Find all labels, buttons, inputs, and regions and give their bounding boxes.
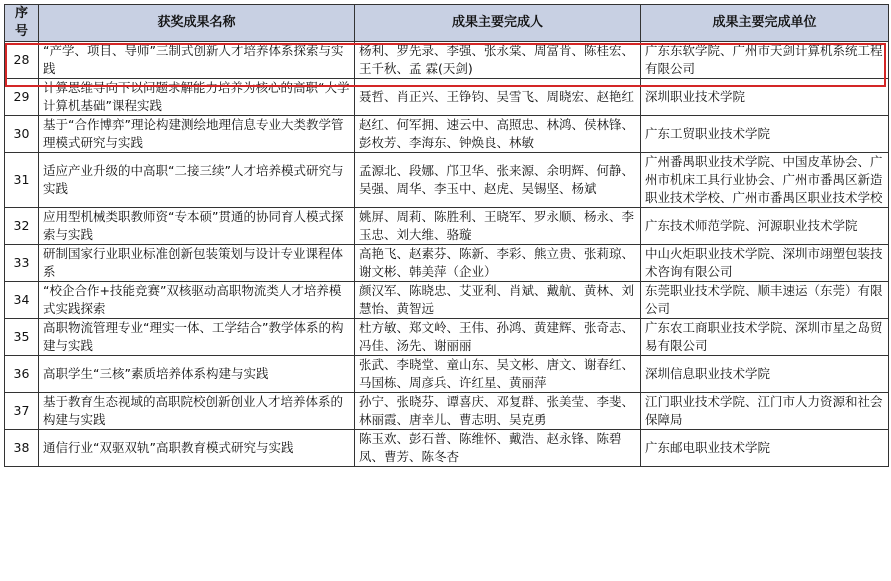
table-row (5, 79, 889, 116)
row-units: 中山火炬职业技术学院、深圳市翊塑包装技术咨询有限公司 (641, 245, 889, 282)
row-serial: 33 (5, 245, 39, 282)
row-serial: 28 (5, 42, 39, 79)
row-achievement-name: 高职学生“三核”素质培养体系构建与实践 (39, 356, 355, 393)
row-contributors: 赵红、何军拥、速云中、高照忠、林鸿、侯林锋、彭枚芳、李海东、钟焕良、林敏 (355, 116, 641, 153)
row-achievement-name: 通信行业“双驱双轨”高职教育模式研究与实践 (39, 430, 355, 467)
row-units: 广东东软学院、广州市天剑计算机系统工程有限公司 (641, 42, 889, 79)
row-units: 广东技术师范学院、河源职业技术学院 (641, 208, 889, 245)
awards-table (4, 4, 889, 467)
table-row (5, 245, 889, 282)
row-contributors: 陈玉欢、彭石普、陈维怀、戴浩、赵永锋、陈碧凤、曹芳、陈冬杏 (355, 430, 641, 467)
row-contributors: 颜汉军、陈晓忠、艾亚利、肖斌、戴航、黄林、刘慧怡、黄智远 (355, 282, 641, 319)
table-row (5, 282, 889, 319)
row-achievement-name: 研制国家行业职业标准创新包装策划与设计专业课程体系 (39, 245, 355, 282)
row-serial: 37 (5, 393, 39, 430)
row-units: 广州番禺职业技术学院、中国皮革协会、广州市机床工具行业协会、广州市番禺区新造职业技术学校、广州市番禺区职业技术学校 (641, 153, 889, 208)
row-contributors: 孟源北、段娜、邝卫华、张来源、余明辉、何静、吴强、周华、李玉中、赵虎、吴锡坚、杨斌 (355, 153, 641, 208)
row-units: 广东邮电职业技术学院 (641, 430, 889, 467)
table-row (5, 356, 889, 393)
table-row (5, 42, 889, 79)
table-row (5, 153, 889, 208)
row-achievement-name: “产学、项目、导师”三制式创新人才培养体系探索与实践 (39, 42, 355, 79)
row-serial: 32 (5, 208, 39, 245)
header-row (5, 5, 889, 42)
row-serial: 30 (5, 116, 39, 153)
row-achievement-name: 计算思维导向下以问题求解能力培养为核心的高职“大学计算机基础”课程实践 (39, 79, 355, 116)
header-main-contributors: 成果主要完成人 (355, 5, 641, 42)
row-achievement-name: 基于教育生态视域的高职院校创新创业人才培养体系的构建与实践 (39, 393, 355, 430)
row-contributors: 孙宁、张晓芬、谭喜庆、邓复群、张美莹、李斐、林丽霞、唐幸儿、曹志明、吴克勇 (355, 393, 641, 430)
header-achievement-name: 获奖成果名称 (39, 5, 355, 42)
row-units: 广东工贸职业技术学院 (641, 116, 889, 153)
row-achievement-name: 高职物流管理专业“理实一体、工学结合”教学体系的构建与实践 (39, 319, 355, 356)
row-achievement-name: “校企合作+技能竞赛”双核驱动高职物流类人才培养模式实践探索 (39, 282, 355, 319)
row-serial: 34 (5, 282, 39, 319)
row-serial: 38 (5, 430, 39, 467)
row-contributors: 杨利、罗先录、李强、张永棠、周富肯、陈桂宏、王千秋、孟 霖(天剑) (355, 42, 641, 79)
row-serial: 29 (5, 79, 39, 116)
row-achievement-name: 基于“合作博弈”理论构建测绘地理信息专业大类教学管理模式研究与实践 (39, 116, 355, 153)
row-units: 江门职业技术学院、江门市人力资源和社会保障局 (641, 393, 889, 430)
row-contributors: 张武、李晓堂、童山东、吴文彬、唐文、谢春红、马国栋、周彦兵、许红星、黄丽萍 (355, 356, 641, 393)
row-serial: 35 (5, 319, 39, 356)
row-achievement-name: 应用型机械类职教师资“专本硕”贯通的协同育人模式探索与实践 (39, 208, 355, 245)
row-serial: 36 (5, 356, 39, 393)
header-main-units: 成果主要完成单位 (641, 5, 889, 42)
row-achievement-name: 适应产业升级的中高职“二接三续”人才培养模式研究与实践 (39, 153, 355, 208)
row-units: 深圳信息职业技术学院 (641, 356, 889, 393)
table-row (5, 430, 889, 467)
table-row (5, 208, 889, 245)
row-serial: 31 (5, 153, 39, 208)
row-units: 深圳职业技术学院 (641, 79, 889, 116)
row-contributors: 杜方敏、郑文岭、王伟、孙鸿、黄建辉、张奇志、冯佳、汤先、谢丽丽 (355, 319, 641, 356)
row-units: 广东农工商职业技术学院、深圳市星之岛贸易有限公司 (641, 319, 889, 356)
row-contributors: 聂哲、肖正兴、王铮钧、吴雪飞、周晓宏、赵艳红 (355, 79, 641, 116)
row-units: 东莞职业技术学院、顺丰速运（东莞）有限公司 (641, 282, 889, 319)
row-contributors: 高艳飞、赵素芬、陈新、李彩、熊立贵、张莉琼、谢文彬、韩美萍（企业） (355, 245, 641, 282)
row-contributors: 姚屏、周莉、陈胜利、王晓军、罗永顺、杨永、李玉忠、刘大维、骆璇 (355, 208, 641, 245)
table-row (5, 116, 889, 153)
header-serial: 序号 (5, 5, 39, 42)
table-row (5, 393, 889, 430)
table-row (5, 319, 889, 356)
